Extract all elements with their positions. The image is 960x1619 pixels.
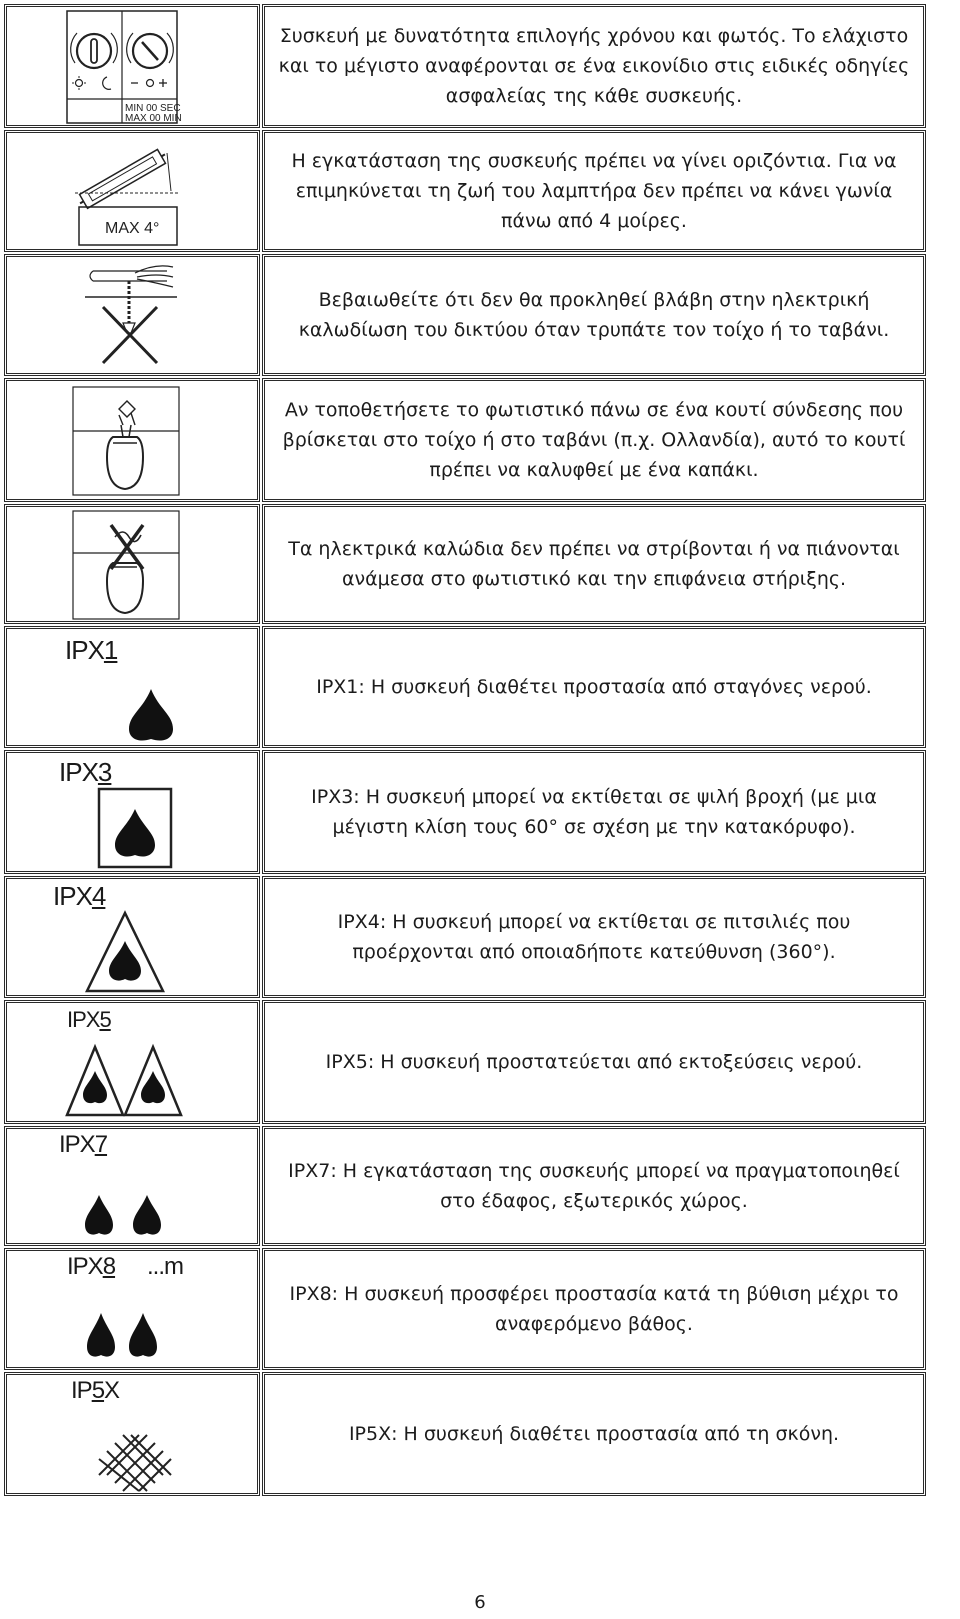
ip-code: IPX1 [65, 635, 118, 665]
table-row [4, 1248, 926, 1370]
min-label: MIN 00 SEC [125, 103, 181, 114]
row-description: Βεβαιωθείτε ότι δεν θα προκληθεί βλάβη στην ηλεκτρική καλωδίωση του δικτύου όταν τρυπάτε τον τοίχο ή το ταβάνι. [262, 254, 926, 376]
table-row [4, 1000, 926, 1124]
icon-cell [4, 1126, 260, 1246]
icon-cell [4, 876, 260, 998]
row-description: IPX7: Η εγκατάσταση της συσκευής μπορεί να πραγματοποιηθεί στο έδαφος, εξωτερικός χώρος. [262, 1126, 926, 1246]
ip-code: IPX5 [67, 1007, 111, 1032]
water-jet-triangles-icon [7, 1003, 257, 1121]
row-description: IPX8: Η συσκευή προσφέρει προστασία κατά τη βύθιση μέχρι το αναφερόμενο βάθος. [262, 1248, 926, 1370]
dust-grid-icon [7, 1375, 257, 1493]
junction-box-icon [7, 381, 257, 499]
table-row [4, 1372, 926, 1496]
row-description: IPX3: Η συσκευή μπορεί να εκτίθεται σε ψιλή βροχή (με μια μέγιστη κλίση τους 60° σε σχέση με την κατακόρυφο). [262, 750, 926, 874]
depth-label: ...m [147, 1253, 183, 1280]
icon-cell [4, 1372, 260, 1496]
ip-code: IPX3 [59, 757, 112, 787]
table-row [4, 504, 926, 624]
icon-cell [4, 750, 260, 874]
max-angle-label: MAX 4° [105, 220, 160, 237]
row-description: IPX1: Η συσκευή διαθέτει προστασία από σταγόνες νερού. [262, 626, 926, 748]
row-description: Αν τοποθετήσετε το φωτιστικό πάνω σε ένα κουτί σύνδεσης που βρίσκεται στο τοίχο ή στο ταβάνι (π.χ. Ολλανδία), αυτό το κουτί πρέπει να καλυφθεί με ένα καπάκι. [262, 378, 926, 502]
ip-code: IPX7 [59, 1131, 108, 1158]
page-number: 6 [474, 1592, 486, 1613]
icon-cell [4, 130, 260, 252]
row-description: Τα ηλεκτρικά καλώδια δεν πρέπει να στρίβονται ή να πιάνονται ανάμεσα στο φωτιστικό και την επιφάνεια στήριξης. [262, 504, 926, 624]
lamp-tilt-icon [7, 133, 257, 249]
no-drill-wiring-icon [7, 257, 257, 373]
table-row [4, 750, 926, 874]
table-row [4, 876, 926, 998]
water-drop-icon [7, 629, 257, 745]
icon-cell [4, 378, 260, 502]
icon-cell [4, 1000, 260, 1124]
icon-cell [4, 1248, 260, 1370]
icon-cell [4, 504, 260, 624]
ip-code: IP5X [71, 1377, 120, 1404]
row-description: Η εγκατάσταση της συσκευής πρέπει να γίνει οριζόντια. Για να επιμηκύνεται τη ζωή του λαμπτήρα δεν πρέπει να κάνει γωνία πάνω από 4 μοίρες. [262, 130, 926, 252]
ip-code: IPX4 [53, 881, 106, 911]
table-row [4, 4, 926, 128]
table-row [4, 378, 926, 502]
table-row [4, 1126, 926, 1246]
icon-cell [4, 254, 260, 376]
water-drop-square-icon [7, 753, 257, 871]
max-label: MAX 00 MIN [125, 113, 182, 124]
timer-light-dials-icon [7, 7, 257, 125]
table-row [4, 626, 926, 748]
row-description: Συσκευή με δυνατότητα επιλογής χρόνου και φωτός. Το ελάχιστο και το μέγιστο αναφέρονται σε ένα εικονίδιο στις ειδικές οδηγίες ασφαλείας της κάθε συσκευής. [262, 4, 926, 128]
row-description: IPX5: Η συσκευή προστατεύεται από εκτοξεύσεις νερού. [262, 1000, 926, 1124]
table-row [4, 254, 926, 376]
no-twisted-cables-icon [7, 507, 257, 621]
ip-code: IPX8 [67, 1253, 116, 1280]
two-drops-icon [7, 1129, 257, 1243]
row-description: IP5X: Η συσκευή διαθέτει προστασία από τη σκόνη. [262, 1372, 926, 1496]
two-drops-icon [7, 1251, 257, 1367]
row-description: IPX4: Η συσκευή μπορεί να εκτίθεται σε πιτσιλιές που προέρχονται από οποιαδήποτε κατεύθυνση (360°). [262, 876, 926, 998]
water-drop-triangle-icon [7, 879, 257, 995]
icon-cell [4, 4, 260, 128]
icon-cell [4, 626, 260, 748]
table-row [4, 130, 926, 252]
